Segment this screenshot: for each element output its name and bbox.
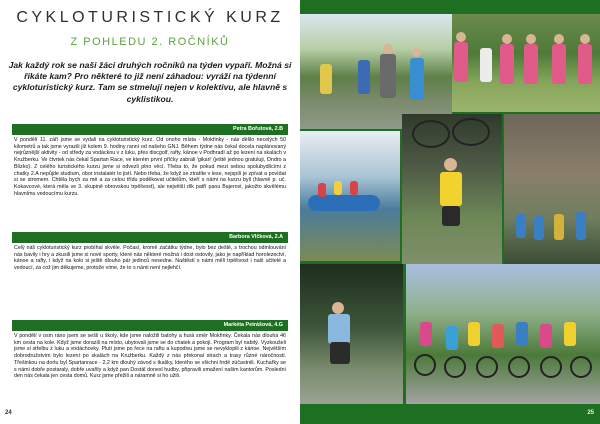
section-author-bar: Petra Bořutová, 2.B (12, 124, 288, 135)
photo-rafting (300, 131, 400, 261)
photo-cyclist-celebrating (402, 114, 502, 264)
photo-rock-climbing (504, 114, 600, 264)
photo-group-bikes (406, 264, 600, 404)
section-text: V pondělí 11. září jsme se vydali na cykloturistický kurz. Od onoho místa - Mokřinky - nás dělilo necelých 50 kilometrů a tak jsme vyrazili již kolem 9. hodiny ranní od našeho GNJ. Během týdne nás čekal docela naplánovaný nejrůznější aktivity - od středy za vodáckou v z luku, přes discgolf, rafty, kánoe v Podhradí až po lezení na skalách v Kružberku. Ve čtvrtek nás čekal Spartan Race, ve kterém první příčky zabrali 'gikari' (ještě jednou gratuluji, Ondro a Blízko). Z celého turistického kurzu jsme si odvezli plno věcí. Třeba to, že pokud mezi sebou spolubydlícími z chatky 2.A nepůjde studium, obor instalatér to jistí. Nebo třeba, že když se ztratíte v lese, nejspíš je zpívat a povídat si se stromem. Chtěla bych za mě a za celou třídu poděkovat učitelům, kteří s námi na kurzu byli (hlavně p. uč. Kokavcové, která měla ve 3. skupině obrovskou trpělivost), ale největší dík patří panu Bajerovi, jakožto skvělému hlavnímu vedoucímu kurzu. (14, 137, 286, 197)
article-title: CYKLOTURISTICKÝ KURZ (16, 9, 284, 26)
section-borutova (12, 124, 288, 197)
section-text: V pondělí v osm ráno jsem se sešli u školy, kde jsme naložili batohy a hurá směr Mokřinky. Čekala nás dlouhá 46 km cesta na kole. Když jsme dorazili na místo, ubytovali jsme se do chatek a pokoji. Program byl nabitý. Vyzkoušeli jsme si střelbu z luku a vodáchovky. Plutí jsme po řece na raftu a kupodivu jsme se nevyklopili z kánoe. Největším dobrodružstvím bylo lezení po skalách na Kružberku. Každý z nás překonal strach a trasy různé náročnosti. Třešinkou na dortu byl Spartanrace - 2,2 km dlouhý závod s tkašky, kterého se všichni hrdě zúčastnili. Kuchařky se s námi dobře postaraly, dobře uvařily a když pan Dostál donesl hudby, připravili smažení našim kantorům. Poslední den nás čekala jen cesta domů. Kurz jsme přežili a náramně si ho užili. (14, 333, 286, 380)
section-author-bar: Markéta Petrášová, 4.G (12, 320, 288, 331)
photo-stream-walk (300, 14, 452, 129)
right-page-photo-collage (300, 0, 600, 424)
article-intro: Jak každý rok se naši žáci druhých ročníků na týden vypaří. Možná si říkáte kam? Pro některé to již není záhadou: vyráží na týdenní cykloturistický kurz. Tam se stmelují nejen v kolektivu, ale hlavně s cyklistikou. (8, 60, 292, 104)
photo-piggyback (300, 264, 403, 404)
article-subtitle: Z POHLEDU 2. ROČNÍKŮ (70, 36, 230, 48)
section-petrasova (12, 320, 288, 380)
section-author-bar: Barbora Vlčková, 2.A (12, 232, 288, 243)
section-text: Celý náš cykloturistický kurz probíhal skvěle. Počasí, kromě začátku týdne, bylo bez deště, s trochou odmlouvání nás bavily i hry a zkusili jsme si nové sporty, které nás některé možná i dost ostovily, jako je například horolezectví, kánoe a rafty, i když na kolo si ještě dlouho pár jedinců nesedne. Naštěstí s námi měli trpělivost i naši učitelé a vedoucí, za což jim děkujeme, protože víme, že to s námi není nejlehčí. (14, 245, 286, 272)
section-vlckova (12, 232, 288, 272)
page-number-right: 25 (587, 410, 594, 416)
photo-group-pink-vests (452, 14, 600, 112)
page-number-left: 24 (5, 410, 12, 416)
